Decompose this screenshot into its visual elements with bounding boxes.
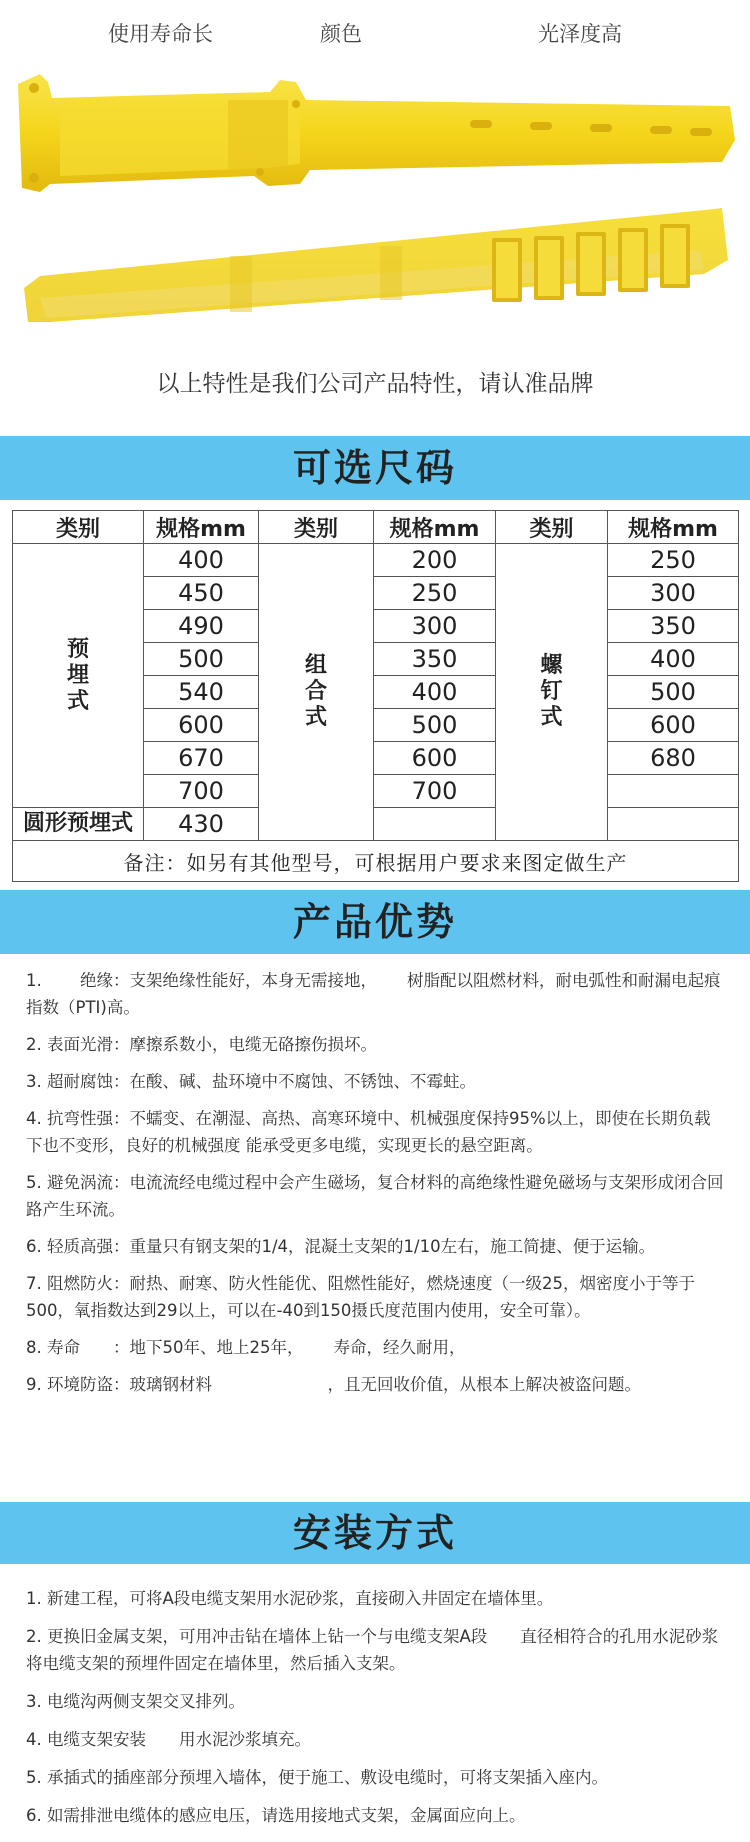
table-remark: 备注：如另有其他型号，可根据用户要求来图定做生产 — [13, 841, 739, 882]
feature-labels — [0, 18, 750, 48]
section-banner-advantages: 产品优势 — [0, 890, 750, 954]
product-image — [0, 60, 750, 330]
spec-cell: 400 — [608, 643, 739, 676]
bracket-lower — [24, 208, 728, 322]
spec-cell: 600 — [374, 742, 496, 775]
spec-cell: 700 — [144, 775, 259, 808]
table-header-row — [13, 511, 739, 544]
category-screw: 螺 钉 式 — [496, 544, 608, 841]
spec-cell: 450 — [144, 577, 259, 610]
list-item: 2. 更换旧金属支架，可用冲击钻在墙体上钻一个与电缆支架A段 直径相符合的孔用水泥砂浆将电缆支架的预埋件固定在墙体里，然后插入支架。 — [26, 1627, 719, 1673]
list-item: 1. 新建工程，可将A段电缆支架用水泥砂浆，直接砌入井固定在墙体里。 — [26, 1589, 554, 1608]
spec-cell: 600 — [144, 709, 259, 742]
list-item: 9. 环境防盗：玻璃钢材料 ，且无回收价值，从根本上解决被盗问题。 — [26, 1375, 641, 1394]
spec-cell: 680 — [608, 742, 739, 775]
spec-cell: 400 — [374, 676, 496, 709]
header-spec-2: 规格mm — [374, 511, 496, 544]
spec-cell: 430 — [144, 808, 259, 841]
bracket-upper — [18, 74, 735, 192]
header-spec-1: 规格mm — [144, 511, 259, 544]
spec-cell: 400 — [144, 544, 259, 577]
list-item: 7. 阻燃防火：耐热、耐寒、防火性能优、阻燃性能好，燃烧速度（一级25，烟密度小于等于500，氧指数达到29以上，可以在-40到150摄氏度范围内使用，安全可靠）。 — [26, 1274, 695, 1320]
category-round-embedded: 圆形预埋式 — [13, 808, 144, 841]
spec-cell-empty — [608, 808, 739, 841]
category-combined: 组 合 式 — [259, 544, 374, 841]
spec-cell: 250 — [608, 544, 739, 577]
spec-cell-empty — [608, 775, 739, 808]
table-remark-row — [13, 841, 739, 882]
list-item: 8. 寿命 ：地下50年、地上25年， 寿命，经久耐用， — [26, 1338, 466, 1357]
feature-label-lifespan: 使用寿命长 — [108, 22, 213, 46]
feature-label-color: 颜色 — [320, 22, 362, 46]
section-banner-installation: 安装方式 — [0, 1502, 750, 1564]
header-category-2: 类别 — [259, 511, 374, 544]
header-spec-3: 规格mm — [608, 511, 739, 544]
spec-cell: 500 — [144, 643, 259, 676]
list-item: 5. 承插式的插座部分预埋入墙体，便于施工、敷设电缆时，可将支架插入座内。 — [26, 1768, 608, 1787]
list-item: 6. 如需排泄电缆体的感应电压，请选用接地式支架，金属面应向上。 — [26, 1806, 526, 1825]
list-item: 1. 绝缘：支架绝缘性能好，本身无需接地， 树脂配以阻燃材料，耐电弧性和耐漏电起痕指数（PTI)高。 — [26, 971, 721, 1017]
header-category-3: 类别 — [496, 511, 608, 544]
installation-list — [26, 1585, 726, 1840]
table-row — [13, 808, 739, 841]
category-embedded: 预 埋 式 — [13, 544, 144, 808]
spec-cell: 350 — [374, 643, 496, 676]
spec-cell: 300 — [374, 610, 496, 643]
list-item: 3. 超耐腐蚀：在酸、碱、盐环境中不腐蚀、不锈蚀、不霉蛀。 — [26, 1072, 476, 1091]
spec-cell: 490 — [144, 610, 259, 643]
spec-cell: 670 — [144, 742, 259, 775]
list-item: 4. 抗弯性强：不蠕变、在潮湿、高热、高寒环境中、机械强度保持95%以上，即使在长期负载下也不变形，良好的机械强度 能承受更多电缆，实现更长的悬空距离。 — [26, 1109, 711, 1155]
section-banner-sizes: 可选尺码 — [0, 436, 750, 500]
spec-cell: 600 — [608, 709, 739, 742]
feature-label-gloss: 光泽度高 — [538, 22, 622, 46]
list-item: 5. 避免涡流：电流流经电缆过程中会产生磁场，复合材料的高绝缘性避免磁场与支架形成闭合回路产生环流。 — [26, 1173, 724, 1219]
spec-cell-empty — [374, 808, 496, 841]
spec-cell: 200 — [374, 544, 496, 577]
header-category-1: 类别 — [13, 511, 144, 544]
spec-cell: 350 — [608, 610, 739, 643]
list-item: 4. 电缆支架安装 用水泥沙浆填充。 — [26, 1730, 311, 1749]
size-table — [12, 510, 739, 882]
advantages-list — [26, 967, 726, 1408]
brand-note: 以上特性是我们公司产品特性，请认准品牌 — [156, 371, 594, 397]
spec-cell: 500 — [608, 676, 739, 709]
spec-cell: 500 — [374, 709, 496, 742]
list-item: 2. 表面光滑：摩擦系数小，电缆无硌擦伤损坏。 — [26, 1035, 377, 1054]
list-item: 6. 轻质高强：重量只有钢支架的1/4，混凝土支架的1/10左右，施工简捷、便于运输。 — [26, 1237, 656, 1256]
spec-cell: 250 — [374, 577, 496, 610]
spec-cell: 700 — [374, 775, 496, 808]
table-row — [13, 544, 739, 577]
spec-cell: 540 — [144, 676, 259, 709]
spec-cell: 300 — [608, 577, 739, 610]
list-item: 3. 电缆沟两侧支架交叉排列。 — [26, 1692, 245, 1711]
